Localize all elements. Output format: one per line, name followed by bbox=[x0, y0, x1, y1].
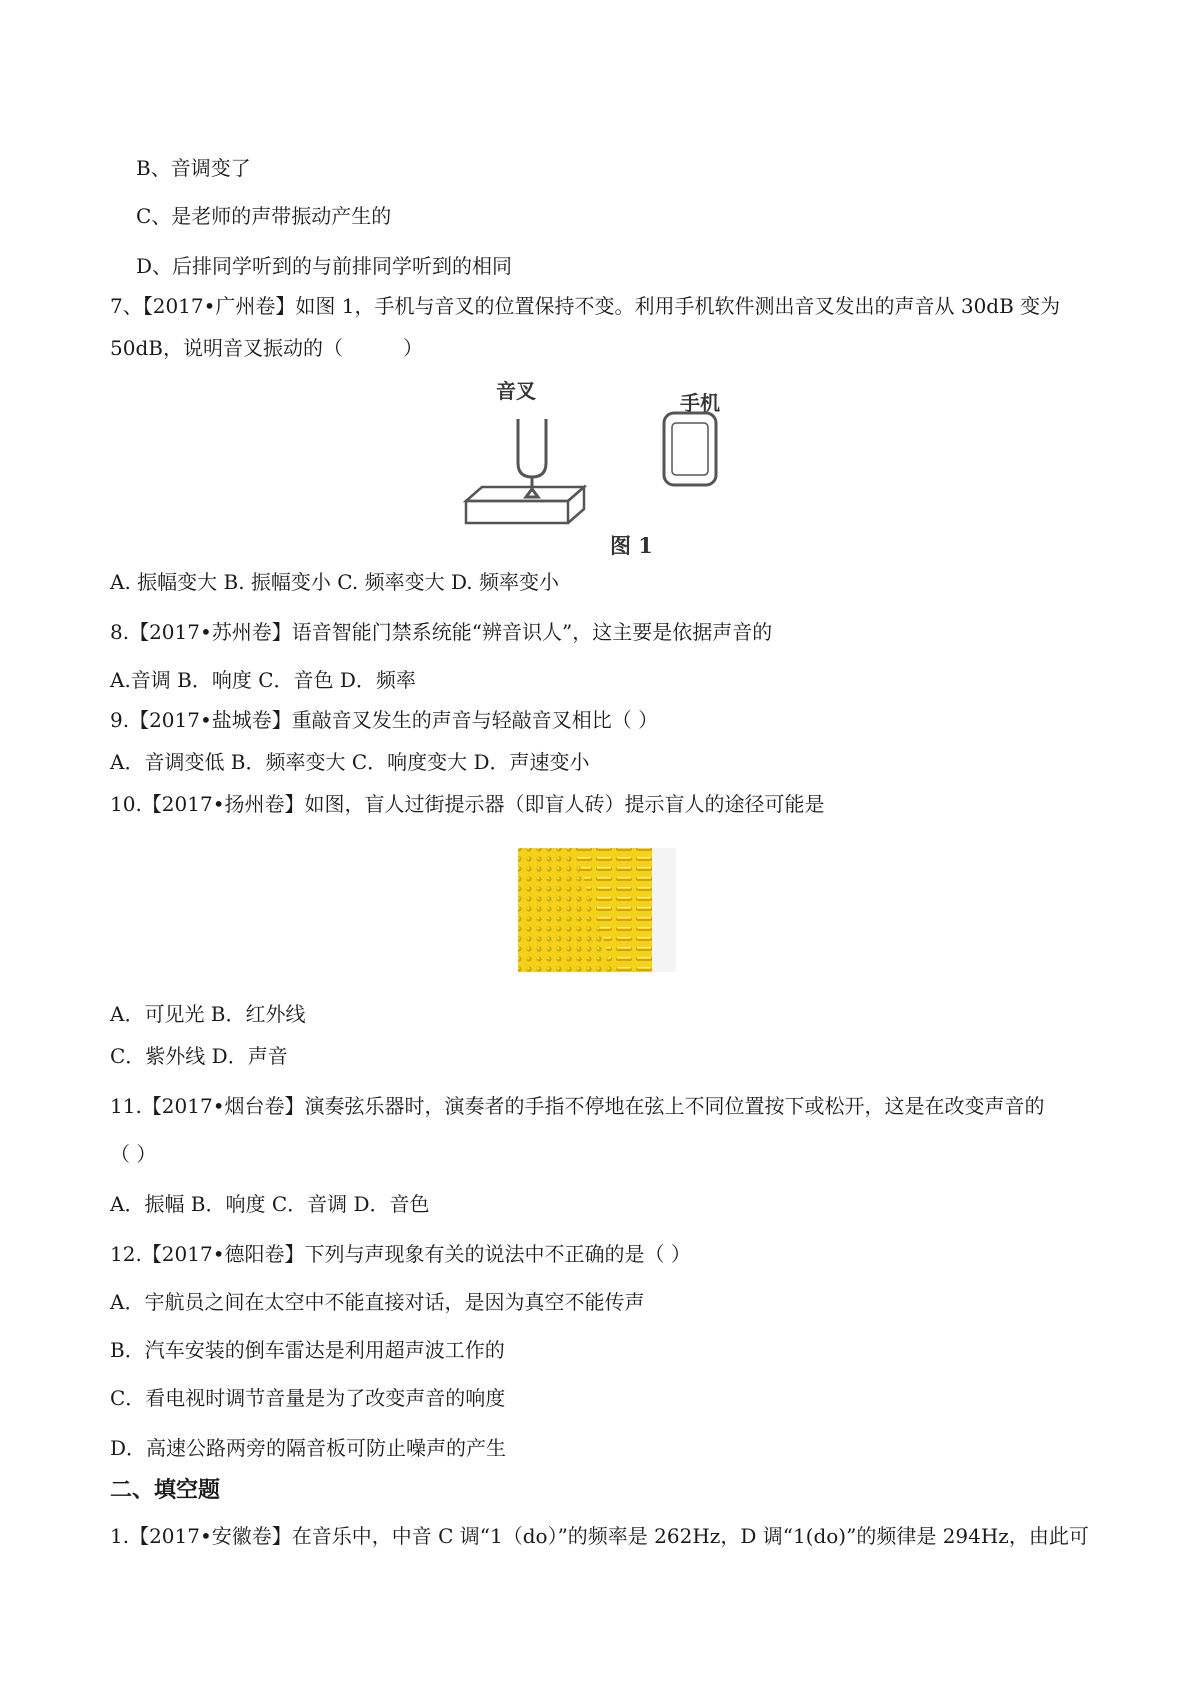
figure-1-caption: 图 1 bbox=[610, 533, 653, 558]
q10-options-row2: C．紫外线 D．声音 bbox=[110, 1044, 288, 1068]
q6-option-d: D、后排同学听到的与前排同学听到的相同 bbox=[136, 254, 513, 278]
q12-option-d: D．高速公路两旁的隔音板可防止噪声的产生 bbox=[110, 1436, 507, 1460]
fill-q1-stem: 1.【2017•安徽卷】在音乐中，中音 C 调“1（do）”的频率是 262Hz，D 调“1(do)”的频律是 294Hz，由此可 bbox=[110, 1524, 1089, 1548]
q12-option-a: A．宇航员之间在太空中不能直接对话，是因为真空不能传声 bbox=[110, 1290, 645, 1314]
tuning-fork-label: 音叉 bbox=[496, 379, 536, 403]
q8-options: A.音调 B．响度 C．音色 D．频率 bbox=[110, 668, 416, 692]
q11-options: A．振幅 B．响度 C．音调 D．音色 bbox=[110, 1192, 430, 1216]
figure-1 bbox=[460, 375, 730, 545]
q11-stem-line1: 11.【2017•烟台卷】演奏弦乐器时，演奏者的手指不停地在弦上不同位置按下或松开，这是在改变声音的 bbox=[110, 1094, 1045, 1118]
q7-options: A. 振幅变大 B. 振幅变小 C. 频率变大 D. 频率变小 bbox=[110, 570, 559, 594]
q9-stem: 9.【2017•盐城卷】重敲音叉发生的声音与轻敲音叉相比（ ） bbox=[110, 708, 659, 732]
q8-stem: 8.【2017•苏州卷】语音智能门禁系统能“辨音识人”，这主要是依据声音的 bbox=[110, 620, 773, 644]
phone-label: 手机 bbox=[680, 391, 720, 415]
q12-stem: 12.【2017•德阳卷】下列与声现象有关的说法中不正确的是（ ） bbox=[110, 1242, 691, 1266]
q6-option-b: B、音调变了 bbox=[136, 156, 251, 180]
q6-option-c: C、是老师的声带振动产生的 bbox=[136, 204, 392, 228]
q10-stem: 10.【2017•扬州卷】如图，盲人过街提示器（即盲人砖）提示盲人的途径可能是 bbox=[110, 792, 825, 816]
q7-stem-line1: 7、【2017•广州卷】如图 1，手机与音叉的位置保持不变。利用手机软件测出音叉发出的声音从 30dB 变为 bbox=[110, 294, 1061, 318]
tactile-paving-photo bbox=[514, 844, 676, 976]
tuning-fork-icon bbox=[518, 419, 546, 497]
q7-stem-line2: 50dB，说明音叉振动的（ ） bbox=[110, 336, 423, 360]
phone-icon bbox=[664, 413, 716, 485]
q12-option-b: B．汽车安装的倒车雷达是利用超声波工作的 bbox=[110, 1338, 505, 1362]
tuning-fork-and-phone-diagram bbox=[460, 375, 730, 545]
q12-option-c: C．看电视时调节音量是为了改变声音的响度 bbox=[110, 1386, 506, 1410]
base-block bbox=[466, 487, 584, 523]
q9-options: A．音调变低 B．频率变大 C．响度变大 D．声速变小 bbox=[110, 750, 590, 774]
q11-stem-line2: （ ） bbox=[110, 1142, 157, 1166]
q10-options-row1: A．可见光 B．红外线 bbox=[110, 1002, 306, 1026]
section-heading-fill-in: 二、填空题 bbox=[110, 1477, 221, 1503]
